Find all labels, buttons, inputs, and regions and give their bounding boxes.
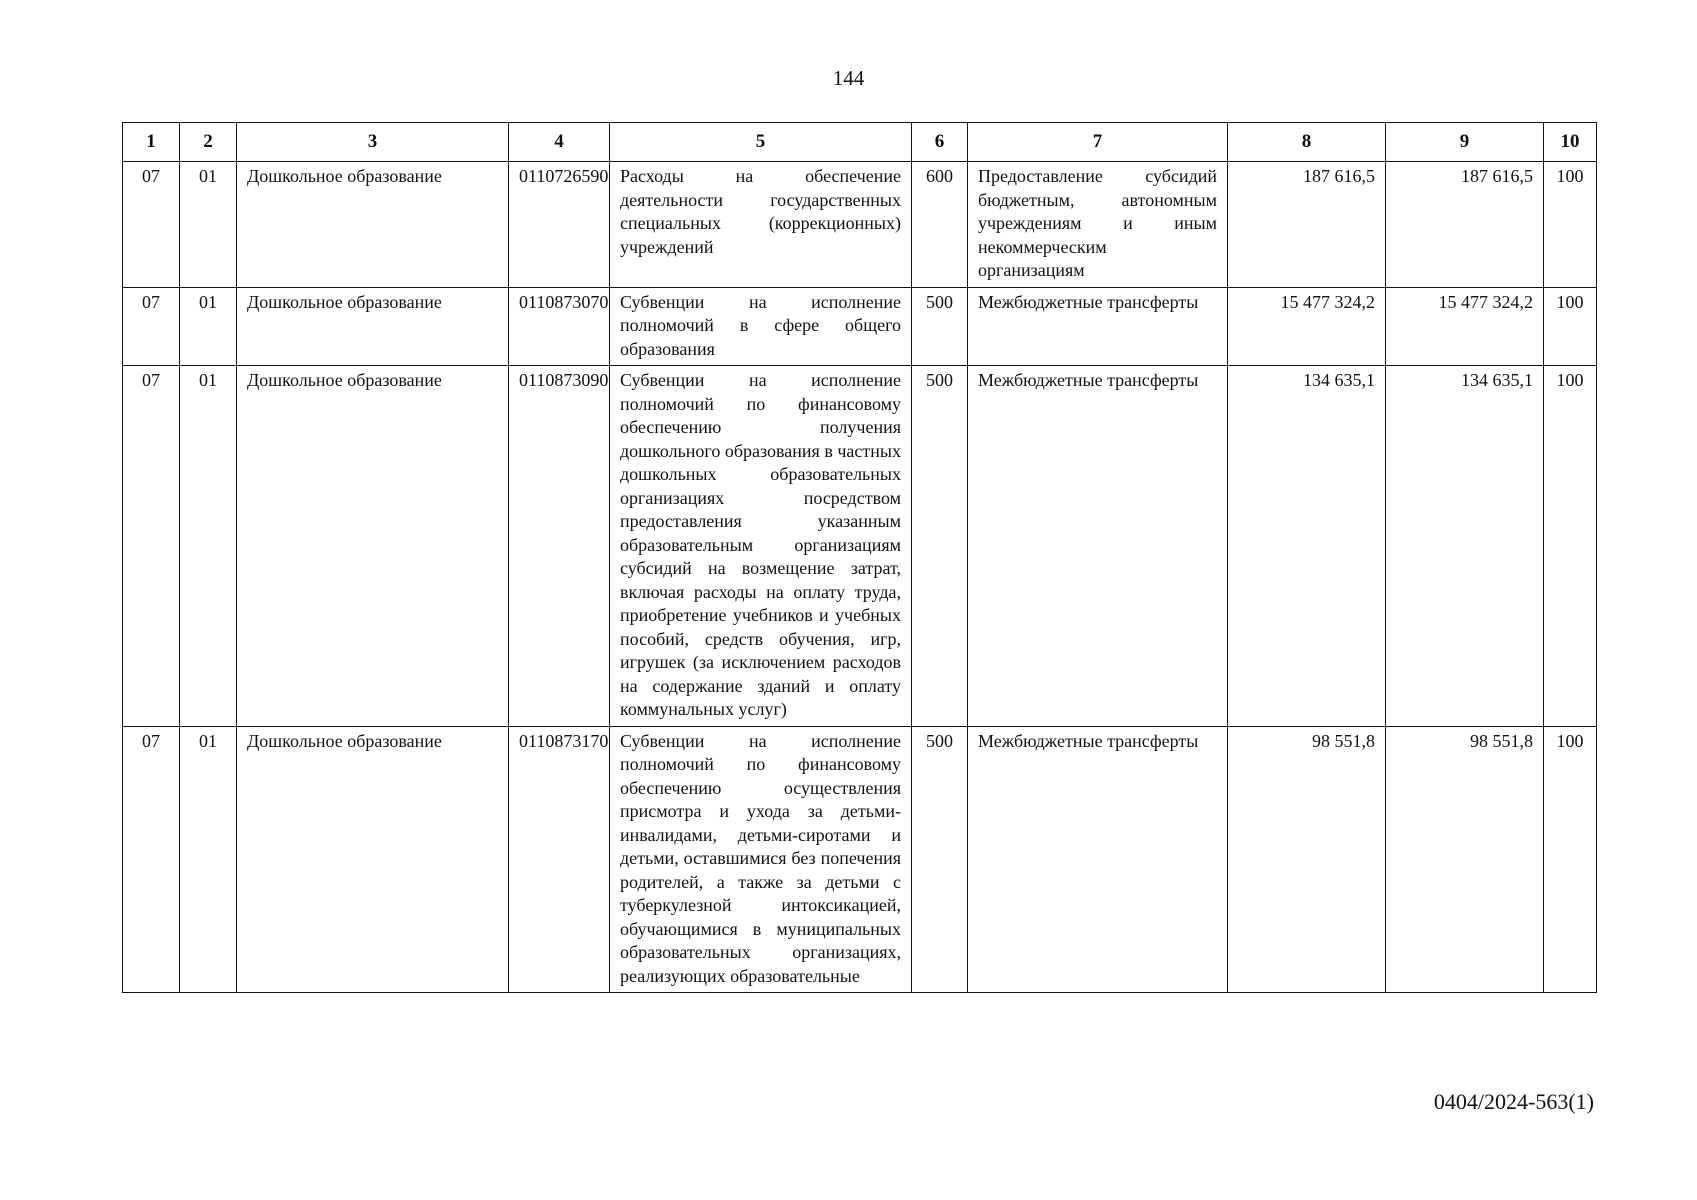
target-article-name: Расходы на обеспечение деятельности государственных специальных (коррекционных) учреждений (610, 162, 912, 288)
amount-actual: 15 477 324,2 (1386, 287, 1544, 366)
amount-plan: 187 616,5 (1228, 162, 1386, 288)
expense-type-code: 500 (912, 366, 968, 727)
column-header: 5 (610, 123, 912, 162)
column-header: 8 (1228, 123, 1386, 162)
header-row (123, 123, 1597, 162)
column-header: 2 (180, 123, 237, 162)
column-header: 3 (237, 123, 509, 162)
column-header: 4 (509, 123, 610, 162)
section-name: Дошкольное образование (237, 287, 509, 366)
page-number: 144 (832, 66, 865, 90)
column-header: 9 (1386, 123, 1544, 162)
expense-type-code: 600 (912, 162, 968, 288)
target-article-code: 0110873090 (509, 366, 610, 727)
amount-actual: 134 635,1 (1386, 366, 1544, 727)
section-code: 07 (123, 287, 180, 366)
section-code: 07 (123, 162, 180, 288)
expense-type-name: Межбюджетные трансферты (968, 366, 1228, 727)
percent-executed: 100 (1544, 726, 1597, 993)
expense-type-code: 500 (912, 726, 968, 993)
amount-actual: 187 616,5 (1386, 162, 1544, 288)
table-row (123, 366, 1597, 727)
expense-type-name: Предоставление субсидий бюджетным, автономным учреждениям и иным некоммерческим организациям (968, 162, 1228, 288)
target-article-code: 0110726590 (509, 162, 610, 288)
percent-executed: 100 (1544, 287, 1597, 366)
table-row (123, 162, 1597, 288)
section-code: 07 (123, 726, 180, 993)
expense-type-name: Межбюджетные трансферты (968, 287, 1228, 366)
expense-type-code: 500 (912, 287, 968, 366)
table-row (123, 287, 1597, 366)
target-article-code: 0110873170 (509, 726, 610, 993)
amount-plan: 15 477 324,2 (1228, 287, 1386, 366)
target-article-code: 0110873070 (509, 287, 610, 366)
amount-plan: 98 551,8 (1228, 726, 1386, 993)
column-header: 7 (968, 123, 1228, 162)
target-article-name: Субвенции на исполнение полномочий в сфере общего образования (610, 287, 912, 366)
percent-executed: 100 (1544, 162, 1597, 288)
document-code: 0404/2024-563(1) (1433, 1089, 1594, 1114)
amount-actual: 98 551,8 (1386, 726, 1544, 993)
target-article-name: Субвенции на исполнение полномочий по финансовому обеспечению получения дошкольного образования в частных дошкольных образовательных организациях посредством предоставления указанным образовательным организациям субсидий на возмещение затрат, включая расходы на оплату труда, приобретение учебников и учебных пособий, средств обучения, игр, игрушек (за исключением расходов на содержание зданий и оплату коммунальных услуг) (610, 366, 912, 727)
section-name: Дошкольное образование (237, 726, 509, 993)
section-name: Дошкольное образование (237, 366, 509, 727)
percent-executed: 100 (1544, 366, 1597, 727)
table-row (123, 726, 1597, 993)
section-code: 07 (123, 366, 180, 727)
column-header: 1 (123, 123, 180, 162)
expense-type-name: Межбюджетные трансферты (968, 726, 1228, 993)
budget-table (122, 122, 1597, 993)
section-name: Дошкольное образование (237, 162, 509, 288)
column-header: 10 (1544, 123, 1597, 162)
target-article-name: Субвенции на исполнение полномочий по финансовому обеспечению осуществления присмотра и ухода за детьми-инвалидами, детьми-сиротами и детьми, оставшимися без попечения родителей, а также за детьми с туберкулезной интоксикацией, обучающимися в муниципальных образовательных организациях, реализующих образовательные (610, 726, 912, 993)
subsection-code: 01 (180, 366, 237, 727)
subsection-code: 01 (180, 162, 237, 288)
subsection-code: 01 (180, 287, 237, 366)
subsection-code: 01 (180, 726, 237, 993)
column-header: 6 (912, 123, 968, 162)
amount-plan: 134 635,1 (1228, 366, 1386, 727)
